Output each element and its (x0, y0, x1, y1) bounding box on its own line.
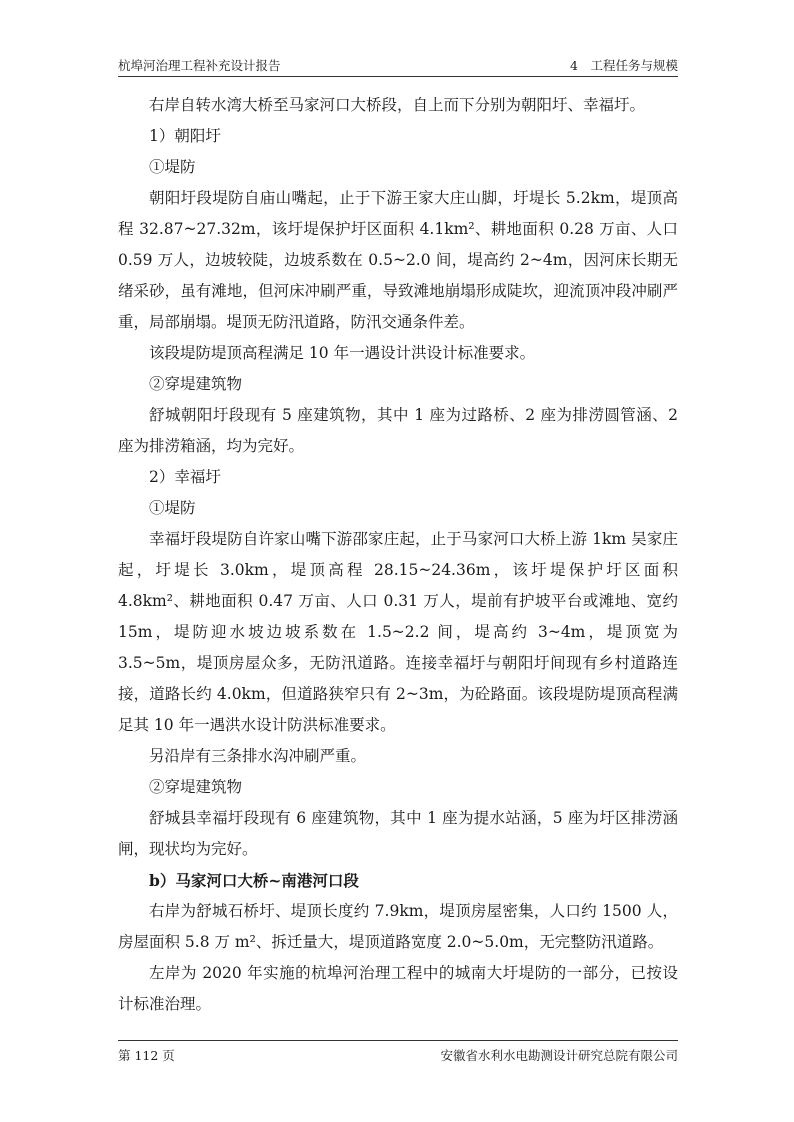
header-report-title: 杭埠河治理工程补充设计报告 (118, 58, 281, 73)
section-heading: b）马家河口大桥~南港河口段 (149, 871, 359, 890)
paragraph: 舒城县幸福圩段现有 6 座建筑物，其中 1 座为提水站涵，5 座为圩区排涝涵闸，现状均为完好。 (118, 809, 678, 858)
paragraph: 右岸自转水湾大桥至马家河口大桥段，自上而下分别为朝阳圩、幸福圩。 (149, 96, 646, 114)
subheading: ①堤防 (149, 499, 196, 517)
organization-name: 安徽省水利水电勘测设计研究总院有限公司 (440, 1048, 678, 1063)
paragraph: 右岸为舒城石桥圩、堤顶长度约 7.9km，堤顶房屋密集，人口约 1500 人，房屋面积 5.8 万 m²、拆迁量大，堤顶道路宽度 2.0~5.0m，无完整防汛道路。 (118, 902, 678, 951)
subheading: ①堤防 (149, 158, 196, 176)
subheading: ②穿堤建筑物 (149, 778, 243, 796)
subheading: 2）幸福圩 (149, 468, 221, 486)
paragraph: 幸福圩段堤防自许家山嘴下游邵家庄起，止于马家河口大桥上游 1km 吴家庄起，圩堤长 3.0km，堤顶高程 28.15~24.36m，该圩堤保护圩区面积 4.8km²、耕地面积 0.47 万亩、人口 0.31 万人，堤前有护坡平台或滩地、宽约 15m，堤防迎水坡边坡系数在 1.5~2.2 间，堤高约 3~4m，堤顶宽为 3.5~5m，堤顶房屋众多，无防汛道路。连接幸福圩与朝阳圩间现有乡村道路连接，道路长约 4.0km，但道路狭窄只有 2~3m，为砼路面。该段堤防堤顶高程满足其 10 年一遇洪水设计防洪标准要求。 (118, 530, 678, 734)
paragraph: 另沿岸有三条排水沟冲刷严重。 (149, 747, 367, 765)
paragraph: 舒城朝阳圩段现有 5 座建筑物，其中 1 座为过路桥、2 座为排涝圆管涵、2 座为排涝箱涵，均为完好。 (118, 406, 678, 455)
page-number: 第 112 页 (118, 1048, 175, 1063)
paragraph: 朝阳圩段堤防自庙山嘴起，止于下游王家大庄山脚，圩堤长 5.2km，堤顶高程 32.87~27.32m，该圩堤保护圩区面积 4.1km²、耕地面积 0.28 万亩、人口 0.59 万人，边坡较陡，边坡系数在 0.5~2.0 间，堤高约 2~4m，因河床长期无绪采砂，虽有滩地，但河床冲刷严重，导致滩地崩塌形成陡坎，迎流顶冲段冲刷严重，局部崩塌。堤顶无防汛道路，防汛交通条件差。 (118, 189, 678, 331)
subheading: ②穿堤建筑物 (149, 375, 243, 393)
page-header (118, 54, 678, 77)
subheading: 1）朝阳圩 (149, 127, 221, 145)
page-footer (118, 1040, 678, 1065)
page-body (118, 90, 678, 1020)
paragraph: 左岸为 2020 年实施的杭埠河治理工程中的城南大圩堤防的一部分，已按设计标准治理。 (118, 964, 678, 1013)
paragraph: 该段堤防堤顶高程满足 10 年一遇设计洪设计标准要求。 (149, 344, 536, 362)
header-chapter-title: 4 工程任务与规模 (570, 58, 678, 73)
